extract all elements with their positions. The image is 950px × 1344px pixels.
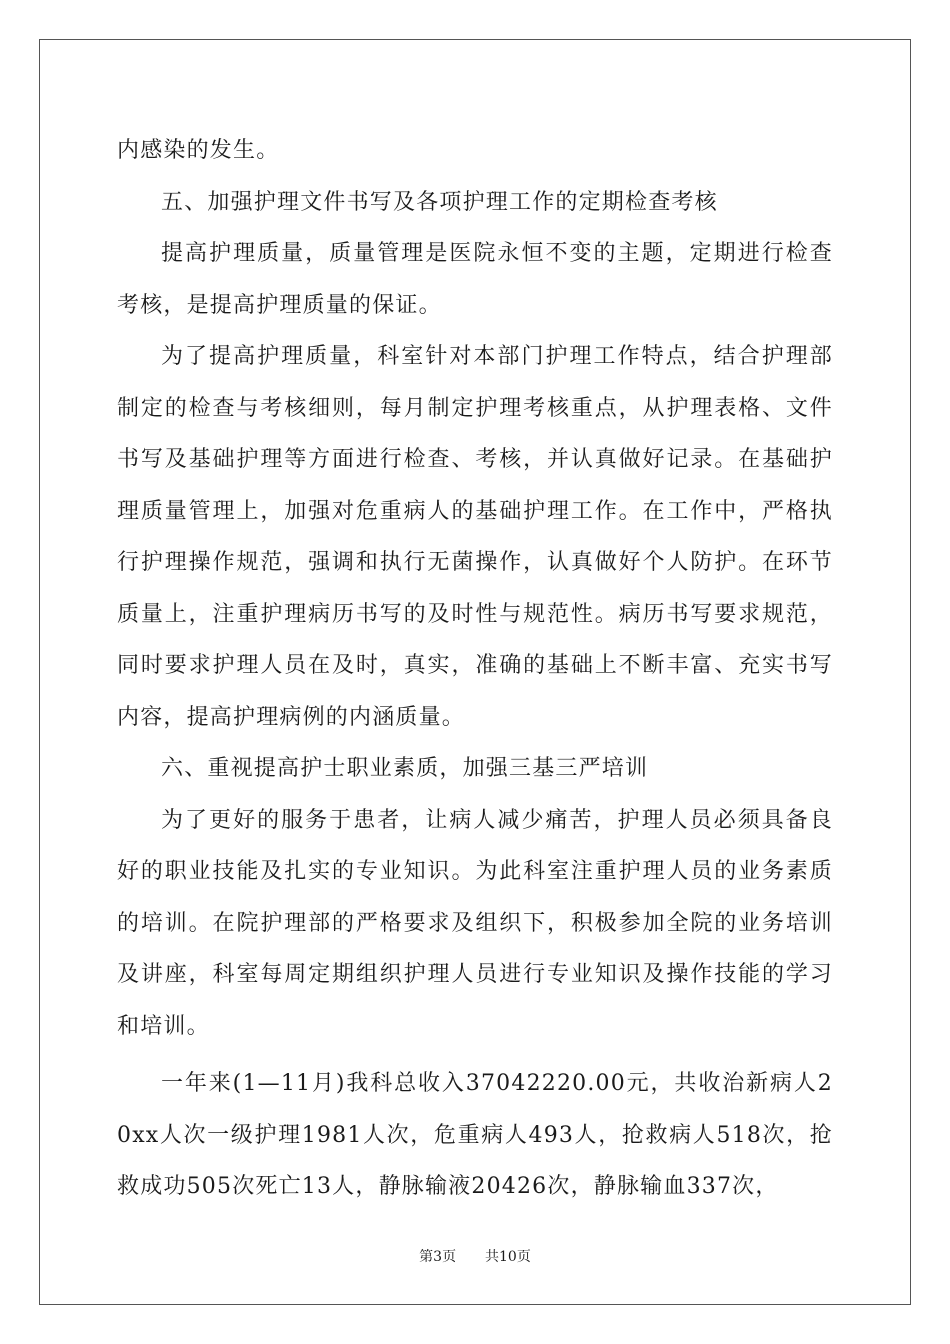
paragraph-quality-intro: 提高护理质量，质量管理是医院永恒不变的主题，定期进行检查考核，是提高护理质量的保证。 — [117, 241, 833, 318]
section-heading-6: 六、重视提高护士职业素质，加强三基三严培训 — [161, 756, 649, 781]
paragraph-quality-detail: 为了提高护理质量，科室针对本部门护理工作特点，结合护理部制定的检查与考核细则，每月制定护理考核重点，从护理表格、文件书写及基础护理等方面进行检查、考核，并认真做好记录。在基础护理质量管理上，加强对危重病人的基础护理工作。在工作中，严格执行护理操作规范，强调和执行无菌操作，认真做好个人防护。在环节质量上，注重护理病历书写的及时性与规范性。病历书写要求规范，同时要求护理人员在及时，真实，准确的基础上不断丰富、充实书写内容，提高护理病例的内涵质量。 — [117, 344, 833, 730]
document-body — [117, 125, 833, 1213]
section-heading-5: 五、加强护理文件书写及各项护理工作的定期检查考核 — [161, 189, 718, 215]
page-total: 共10页 — [485, 1249, 531, 1265]
page-footer — [0, 1248, 950, 1266]
page-number: 第3页 — [419, 1249, 457, 1265]
paragraph-annual-statistics: 一年来(1—11月)我科总收入37042220.00元，共收治新病人20xx人次一级护理1981人次，危重病人493人，抢救病人518次，抢救成功505次死亡13人，静脉输液20426次，静脉输血337次， — [117, 1071, 833, 1199]
paragraph-training: 为了更好的服务于患者，让病人减少痛苦，护理人员必须具备良好的职业技能及扎实的专业知识。为此科室注重护理人员的业务素质的培训。在院护理部的严格要求及组织下，积极参加全院的业务培训及讲座，科室每周定期组织护理人员进行专业知识及操作技能的学习和培训。 — [117, 807, 833, 1039]
paragraph-continuation: 内感染的发生。 — [117, 138, 280, 163]
